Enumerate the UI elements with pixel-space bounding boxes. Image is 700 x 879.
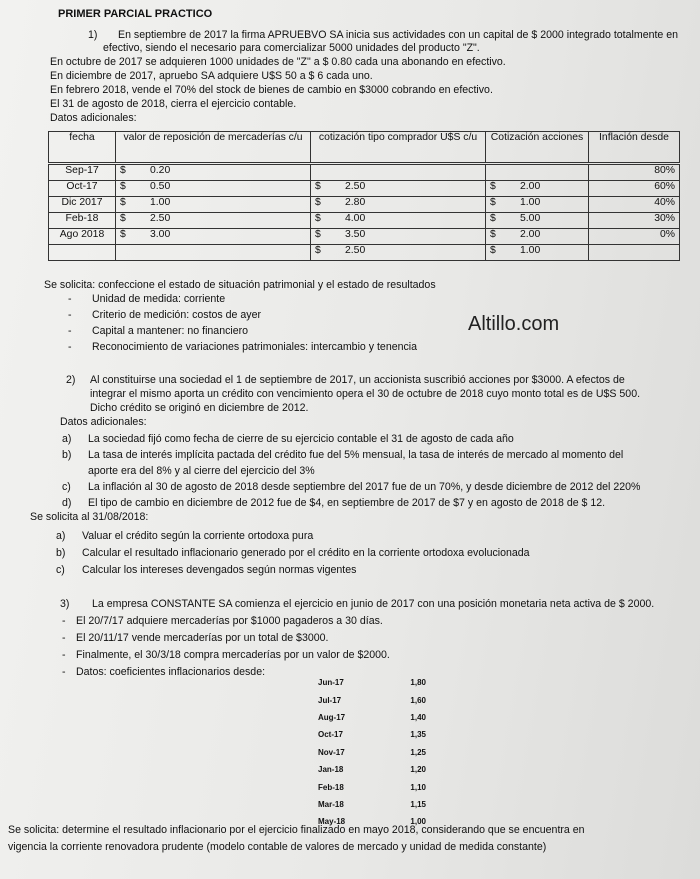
cell-cotizacion-acciones <box>486 165 589 181</box>
ex3-number: 3) <box>60 598 70 610</box>
coef-month: Aug-17 <box>318 712 346 722</box>
ex1-line-1: En septiembre de 2017 la firma APRUEBVO SA inicia sus actividades con un capital de $ 2000 integrado totalmente en <box>118 29 679 41</box>
currency-sign: $ <box>490 213 496 224</box>
coef-row <box>318 691 426 708</box>
datos-text: La inflación al 30 de agosto de 2018 desde septiembre del 2017 fue de un 70%, y desde diciembre de 2012 del 220% <box>88 481 641 493</box>
value: 4.00 <box>345 213 366 224</box>
value: 3.50 <box>345 229 366 240</box>
item-letter: c) <box>56 564 65 576</box>
currency-sign: $ <box>490 245 496 256</box>
coef-month: Jul-17 <box>318 695 342 705</box>
currency-sign: $ <box>315 229 321 240</box>
cell-valor <box>116 181 311 197</box>
value: 0.20 <box>150 165 171 176</box>
coef-value: 1,00 <box>410 817 426 827</box>
coef-row <box>318 726 426 743</box>
ex1-line-7: Datos adicionales: <box>50 112 137 124</box>
coef-row <box>318 796 426 813</box>
coef-row <box>318 674 426 691</box>
cell-valor <box>116 213 311 229</box>
bullet-dash: - <box>62 615 66 627</box>
datos-text: La tasa de interés implícita pactada del crédito fue del 5% mensual, la tasa de interés de mercado al momento del <box>88 449 624 461</box>
cell-fecha: Sep-17 <box>49 165 116 181</box>
value: 2.00 <box>520 229 541 240</box>
cell-valor <box>116 229 311 245</box>
coef-month: Mar-18 <box>318 799 344 809</box>
currency-sign: $ <box>315 213 321 224</box>
prices-table-body <box>48 164 680 261</box>
header-cotizacion-usd: cotización tipo comprador U$S c/u <box>311 132 486 163</box>
cell-cotizacion-acciones <box>486 245 589 261</box>
prices-row <box>49 165 680 181</box>
prices-row <box>49 213 680 229</box>
cell-inflacion: 60% <box>589 181 680 197</box>
exam-title: PRIMER PARCIAL PRACTICO <box>58 8 213 20</box>
ex1-item: Unidad de medida: corriente <box>92 293 226 305</box>
cell-cotizacion-usd <box>311 181 486 197</box>
cell-cotizacion-acciones <box>486 229 589 245</box>
cell-inflacion: 80% <box>589 165 680 181</box>
ex1-solicita: Se solicita: confeccione el estado de situación patrimonial y el estado de resultados <box>44 279 436 291</box>
cell-inflacion: 30% <box>589 213 680 229</box>
ex1-number: 1) <box>88 29 98 41</box>
cell-fecha: Oct-17 <box>49 181 116 197</box>
prices-row <box>49 181 680 197</box>
coef-month: Feb-18 <box>318 782 344 792</box>
cell-cotizacion-usd <box>311 165 486 181</box>
currency-sign: $ <box>315 245 321 256</box>
pedido-text: Calcular los intereses devengados según normas vigentes <box>82 564 357 576</box>
coef-month: Oct-17 <box>318 730 343 740</box>
value: 2.00 <box>520 181 541 192</box>
watermark: Altillo.com <box>468 313 560 335</box>
cell-cotizacion-usd <box>311 213 486 229</box>
cell-cotizacion-usd <box>311 245 486 261</box>
cell-inflacion <box>589 245 680 261</box>
datos-text: El tipo de cambio en diciembre de 2012 fue de $4, en septiembre de 2017 de $7 y en agosto de 2018 de $ 12. <box>88 497 606 509</box>
cell-fecha: Dic 2017 <box>49 197 116 213</box>
coef-value: 1,20 <box>410 765 426 775</box>
header-valor-reposicion: valor de reposición de mercaderías c/u <box>116 132 311 163</box>
ex3-item: El 20/7/17 adquiere mercaderías por $1000 pagaderos a 30 días. <box>76 615 383 627</box>
item-letter: b) <box>62 449 72 461</box>
cell-cotizacion-usd <box>311 229 486 245</box>
coef-value: 1,10 <box>410 782 426 792</box>
ex3-item: El 20/11/17 vende mercaderías por un total de $3000. <box>76 632 329 644</box>
cell-valor <box>116 245 311 261</box>
bullet-dash: - <box>62 666 66 678</box>
ex2-line-4: Datos adicionales: <box>60 416 147 428</box>
item-letter: b) <box>56 547 66 559</box>
ex2-number: 2) <box>66 374 76 386</box>
coef-month: Jan-18 <box>318 765 344 775</box>
currency-sign: $ <box>490 181 496 192</box>
coef-row <box>318 778 426 795</box>
item-letter: a) <box>56 530 66 542</box>
datos-text: aporte era del 8% y al cierre del ejercicio del 3% <box>88 465 315 477</box>
coef-row <box>318 761 426 778</box>
prices-table <box>48 131 680 163</box>
prices-row <box>49 229 680 245</box>
coef-row <box>318 744 426 761</box>
coef-value: 1,60 <box>410 695 426 705</box>
value: 3.00 <box>150 229 171 240</box>
cell-cotizacion-usd <box>311 197 486 213</box>
cell-valor <box>116 197 311 213</box>
ex2-line-2: integrar el mismo aporta un crédito con vencimiento opera el 30 de octubre de 2018 cuyo monto total es de U$S 500. <box>90 388 641 400</box>
item-letter: c) <box>62 481 71 493</box>
header-inflacion: Inflación desde <box>589 132 680 163</box>
header-fecha: fecha <box>49 132 116 163</box>
value: 1.00 <box>520 197 541 208</box>
coef-month: Jun-17 <box>318 678 344 688</box>
ex1-line-6: El 31 de agosto de 2018, cierra el ejercicio contable. <box>50 98 297 110</box>
bullet-dash: - <box>62 649 66 661</box>
bullet-dash: - <box>62 632 66 644</box>
value: 2.80 <box>345 197 366 208</box>
cell-cotizacion-acciones <box>486 181 589 197</box>
coef-row <box>318 709 426 726</box>
currency-sign: $ <box>120 229 126 240</box>
currency-sign: $ <box>120 165 126 176</box>
cell-inflacion: 0% <box>589 229 680 245</box>
currency-sign: $ <box>490 229 496 240</box>
currency-sign: $ <box>120 181 126 192</box>
ex3-line-1: La empresa CONSTANTE SA comienza el ejercicio en junio de 2017 con una posición monetaria neta activa de $ 2000. <box>92 598 655 610</box>
currency-sign: $ <box>490 197 496 208</box>
value: 2.50 <box>345 181 366 192</box>
ex3-item: Datos: coeficientes inflacionarios desde: <box>76 666 266 678</box>
coef-value: 1,25 <box>410 747 426 757</box>
pedido-text: Calcular el resultado inflacionario generado por el crédito en la corriente ortodoxa evolucionada <box>82 547 530 559</box>
ex2-line-3: Dicho crédito se originó en diciembre de 2012. <box>90 402 309 414</box>
ex1-item: Reconocimiento de variaciones patrimoniales: intercambio y tenencia <box>92 341 418 353</box>
ex1-line-3: En octubre de 2017 se adquieren 1000 unidades de "Z" a $ 0.80 cada una abonando en efectivo. <box>50 56 506 68</box>
item-letter: a) <box>62 433 72 445</box>
ex1-item: Criterio de medición: costos de ayer <box>92 309 261 321</box>
coef-month: Nov-17 <box>318 747 345 757</box>
coef-value: 1,40 <box>410 712 426 722</box>
ex3-solicita-1: Se solicita: determine el resultado inflacionario por el ejercicio finalizado en mayo 2018, considerando que se encuentra en <box>8 824 585 836</box>
value: 0.50 <box>150 181 171 192</box>
value: 5.00 <box>520 213 541 224</box>
value: 2.50 <box>345 245 366 256</box>
cell-fecha <box>49 245 116 261</box>
value: 1.00 <box>520 245 541 256</box>
coef-value: 1,15 <box>410 799 426 809</box>
cell-fecha: Ago 2018 <box>49 229 116 245</box>
bullet-dash: - <box>68 325 72 337</box>
cell-fecha: Feb-18 <box>49 213 116 229</box>
ex1-item: Capital a mantener: no financiero <box>92 325 249 337</box>
value: 2.50 <box>150 213 171 224</box>
ex1-line-2: efectivo, siendo el necesario para comercializar 5000 unidades del producto "Z". <box>103 42 480 54</box>
cell-valor <box>116 165 311 181</box>
prices-row <box>49 197 680 213</box>
ex3-solicita-2: vigencia la corriente renovadora prudente (modelo contable de valores de mercado y unidad de medida constante) <box>8 841 547 853</box>
pedido-text: Valuar el crédito según la corriente ortodoxa pura <box>82 530 314 542</box>
prices-row <box>49 245 680 261</box>
value: 1.00 <box>150 197 171 208</box>
bullet-dash: - <box>68 309 72 321</box>
cell-cotizacion-acciones <box>486 197 589 213</box>
currency-sign: $ <box>315 197 321 208</box>
header-cotizacion-acciones: Cotización acciones <box>486 132 589 163</box>
cell-cotizacion-acciones <box>486 213 589 229</box>
datos-text: La sociedad fijó como fecha de cierre de su ejercicio contable el 31 de agosto de cada año <box>88 433 514 445</box>
coef-value: 1,80 <box>410 678 426 688</box>
bullet-dash: - <box>68 341 72 353</box>
prices-table-header <box>49 132 680 163</box>
currency-sign: $ <box>315 181 321 192</box>
ex1-line-5: En febrero 2018, vende el 70% del stock de bienes de cambio en $3000 cobrando en efectivo. <box>50 84 493 96</box>
item-letter: d) <box>62 497 72 509</box>
cell-inflacion: 40% <box>589 197 680 213</box>
currency-sign: $ <box>120 197 126 208</box>
ex1-line-4: En diciembre de 2017, apruebo SA adquiere U$S 50 a $ 6 cada uno. <box>50 70 373 82</box>
bullet-dash: - <box>68 293 72 305</box>
currency-sign: $ <box>120 213 126 224</box>
ex3-item: Finalmente, el 30/3/18 compra mercaderías por un valor de $2000. <box>76 649 390 661</box>
ex2-line-1: Al constituirse una sociedad el 1 de septiembre de 2017, un accionista suscribió acciones por $3000. A efectos de <box>90 374 625 386</box>
ex2-solicita: Se solicita al 31/08/2018: <box>30 511 149 523</box>
coef-value: 1,35 <box>410 730 426 740</box>
coef-month: May-18 <box>318 817 346 827</box>
coef-table <box>318 674 426 831</box>
